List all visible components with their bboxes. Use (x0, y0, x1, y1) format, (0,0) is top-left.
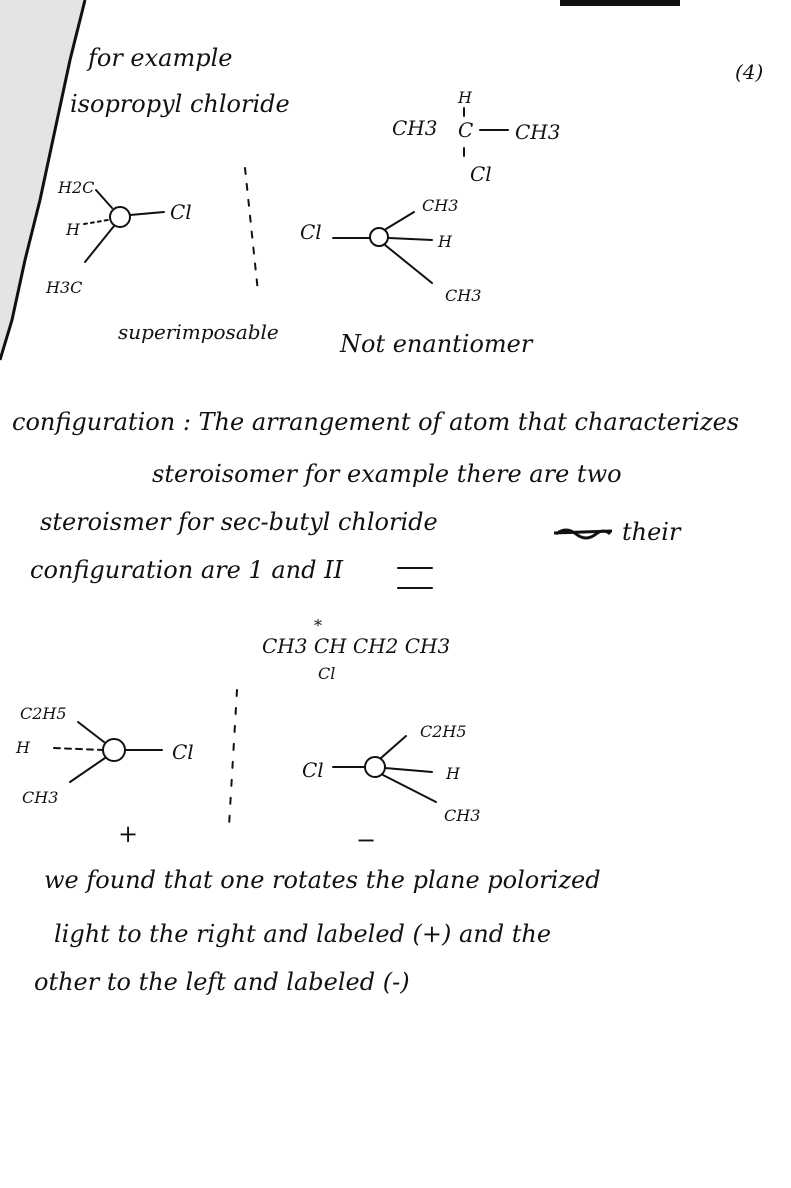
intro-line-2: isopropyl chloride (70, 90, 290, 118)
iso-formula-center: C (458, 118, 474, 142)
conclusion-line-2: light to the right and labeled (+) and the (54, 920, 552, 948)
newman1-right-bond-upper (386, 212, 414, 229)
intro-line-1: for example (88, 44, 233, 72)
newman1-left-bond-lower (85, 226, 114, 262)
newman2-right-sign: − (356, 826, 377, 854)
secbutyl-chiral-star: * (314, 616, 322, 635)
paragraph-line-4: configuration are 1 and II (30, 556, 344, 584)
iso-formula-bottom: Cl (470, 162, 492, 186)
paragraph-line-3-end: their (622, 518, 681, 546)
newman2-left-upper: C2H5 (20, 704, 67, 723)
newman2-left-right: Cl (172, 740, 194, 764)
newman1-right-bond-lower (385, 245, 432, 283)
newman2-right-lower: CH3 (444, 806, 481, 825)
newman1-right-mid: H (438, 232, 452, 251)
paragraph-line-2: steroisomer for example there are two (152, 460, 622, 488)
paragraph-line-1: configuration : The arrangement of atom that characterizes (12, 408, 740, 436)
iso-formula-top-h: H (458, 88, 472, 107)
page-number: (4) (735, 60, 764, 84)
newman1-left-bond-right (130, 212, 164, 215)
newman2-right-circle (365, 757, 385, 777)
newman1-left-circle (110, 207, 130, 227)
newman1-left-upper: H2C (58, 178, 95, 197)
newman2-left-bond-upper (78, 722, 104, 742)
newman1-right-lower: CH3 (445, 286, 482, 305)
newman2-left-bond-lower (70, 758, 105, 782)
conclusion-line-3: other to the left and labeled (-) (34, 968, 410, 996)
newman2-left-lower: CH3 (22, 788, 59, 807)
secbutyl-formula-main: CH3 CH CH2 CH3 (262, 634, 451, 658)
newman2-right-bond-mid (385, 768, 432, 772)
newman2-right-bond-upper (381, 736, 406, 758)
secbutyl-formula-sub: Cl (318, 664, 336, 683)
newman1-left-lower: H3C (46, 278, 83, 297)
newman1-left-bond-mid (84, 220, 108, 224)
newman1-left-bond-upper (96, 190, 112, 208)
newman2-left-mid: H (16, 738, 30, 757)
newman2-right-upper: C2H5 (420, 722, 467, 741)
newman1-left-mid: H (66, 220, 80, 239)
newman1-right-bond-mid (389, 238, 432, 240)
iso-formula-left: CH3 (392, 116, 438, 140)
newman1-right-circle (370, 228, 388, 246)
caption-superimposable: superimposable (118, 320, 279, 344)
newman2-left-bond-mid (54, 748, 103, 750)
conclusion-line-1: we found that one rotates the plane polorized (44, 866, 601, 894)
newman2-left-sign: + (118, 820, 139, 848)
mirror-line-1 (245, 168, 258, 292)
newman2-right-mid: H (446, 764, 460, 783)
strike-through-scribble (554, 530, 612, 538)
newman2-right-left: Cl (302, 758, 324, 782)
newman1-right-upper: CH3 (422, 196, 459, 215)
newman2-right-bond-lower (383, 775, 436, 802)
newman2-left-circle (103, 739, 125, 761)
newman1-right-left: Cl (300, 220, 322, 244)
iso-formula-right: CH3 (515, 120, 561, 144)
mirror-line-2 (229, 690, 237, 826)
newman1-left-right: Cl (170, 200, 192, 224)
paragraph-line-3: steroismer for sec-butyl chloride (40, 508, 438, 536)
caption-not-enantiomer: Not enantiomer (340, 330, 533, 358)
